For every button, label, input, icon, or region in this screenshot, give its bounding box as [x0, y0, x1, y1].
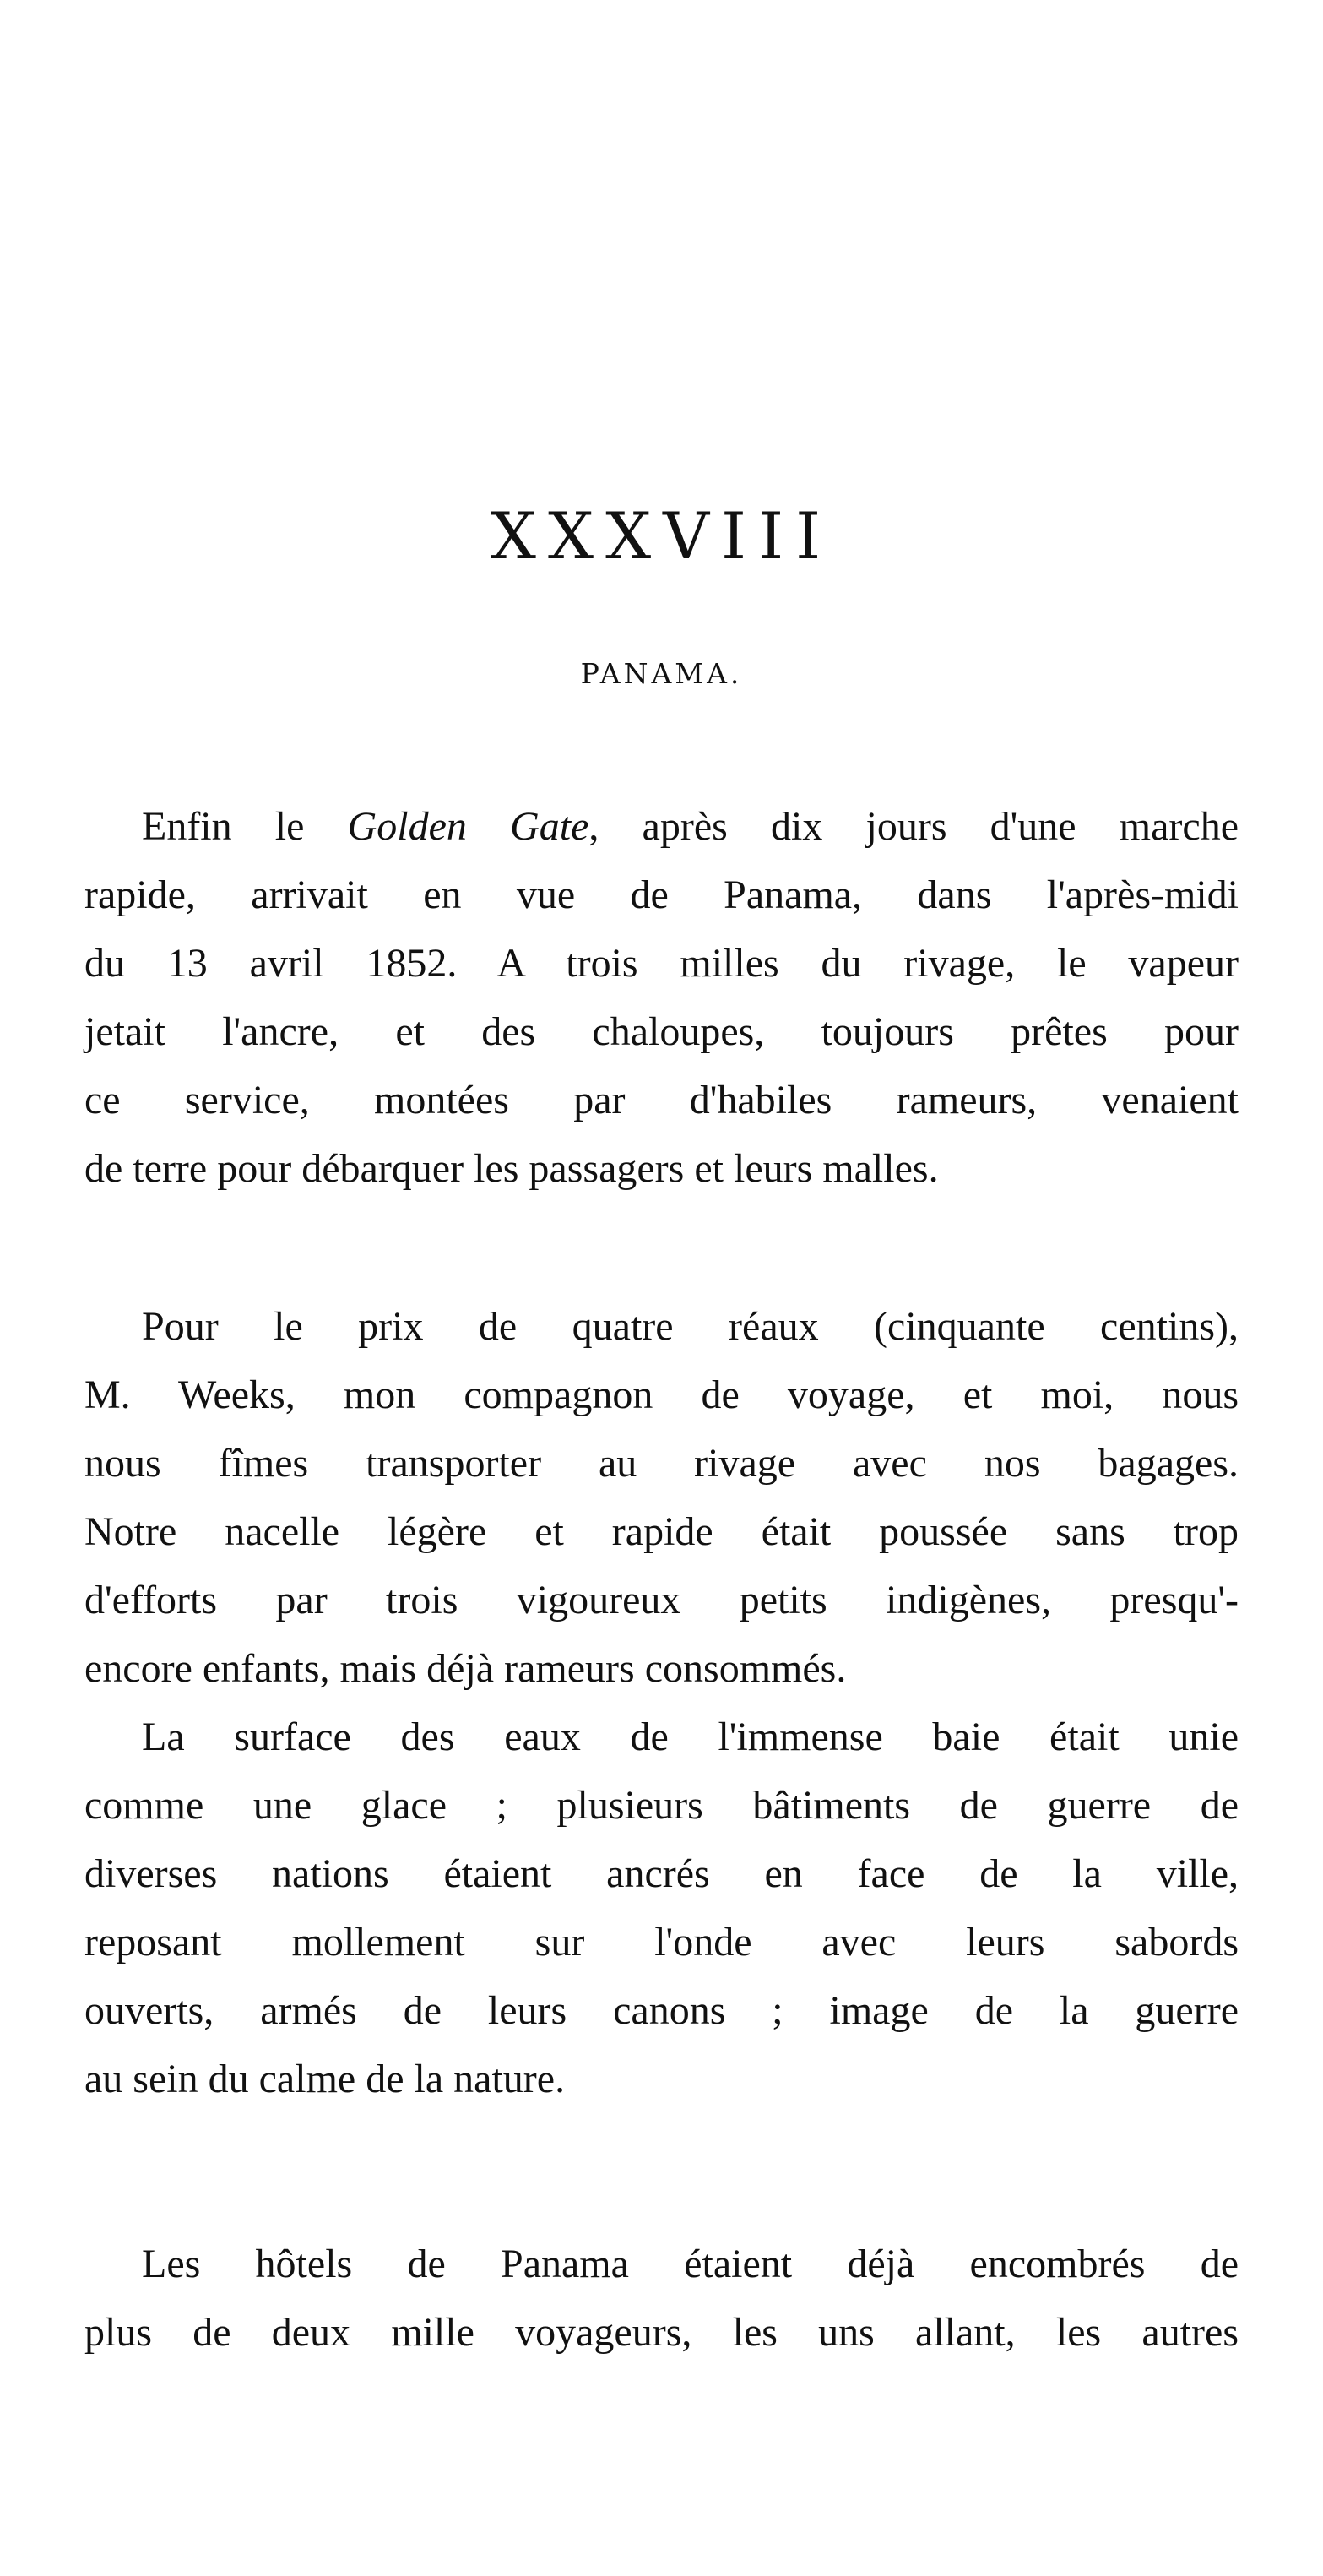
paragraph-line: comme une glace ; plusieurs bâtiments de guerre de	[84, 1783, 1239, 1828]
paragraph-line: Enfin le Golden Gate, après dix jours d'une marche	[142, 804, 1239, 849]
paragraph-line: plus de deux mille voyageurs, les uns allant, les autres	[84, 2310, 1239, 2355]
paragraph-line: encore enfants, mais déjà rameurs consommés.	[84, 1646, 847, 1691]
paragraph-line: de terre pour débarquer les passagers et leurs malles.	[84, 1146, 939, 1191]
paragraph-line: nous fîmes transporter au rivage avec nos bagages.	[84, 1441, 1239, 1486]
paragraph-line: Notre nacelle légère et rapide était poussée sans trop	[84, 1509, 1239, 1554]
paragraph-line: reposant mollement sur l'onde avec leurs sabords	[84, 1920, 1239, 1965]
paragraph-line: M. Weeks, mon compagnon de voyage, et moi, nous	[84, 1372, 1239, 1417]
paragraph-line: d'efforts par trois vigoureux petits indigènes, presqu'-	[84, 1578, 1239, 1622]
chapter-number: XXXVIII	[490, 498, 833, 573]
chapter-title: PANAMA.	[580, 657, 743, 690]
paragraph-2	[84, 1292, 1239, 1703]
paragraph-line: rapide, arrivait en vue de Panama, dans l'après-midi	[84, 872, 1239, 917]
paragraph-1	[84, 792, 1239, 1203]
paragraph-line: Pour le prix de quatre réaux (cinquante centins),	[142, 1304, 1239, 1349]
paragraph-3	[84, 1703, 1239, 2113]
paragraph-line: du 13 avril 1852. A trois milles du rivage, le vapeur	[84, 941, 1239, 986]
paragraph-line: Les hôtels de Panama étaient déjà encombrés de	[142, 2242, 1239, 2286]
paragraph-line: au sein du calme de la nature.	[84, 2057, 566, 2101]
paragraph-line: ouverts, armés de leurs canons ; image de la guerre	[84, 1988, 1239, 2033]
paragraph-line: jetait l'ancre, et des chaloupes, toujours prêtes pour	[84, 1009, 1239, 1054]
ship-name: Golden Gate	[347, 804, 589, 849]
paragraph-4	[84, 2230, 1239, 2367]
paragraph-line: La surface des eaux de l'immense baie était unie	[142, 1715, 1239, 1759]
paragraph-line: diverses nations étaient ancrés en face de la ville,	[84, 1851, 1239, 1896]
paragraph-line: ce service, montées par d'habiles rameurs, venaient	[84, 1078, 1239, 1122]
